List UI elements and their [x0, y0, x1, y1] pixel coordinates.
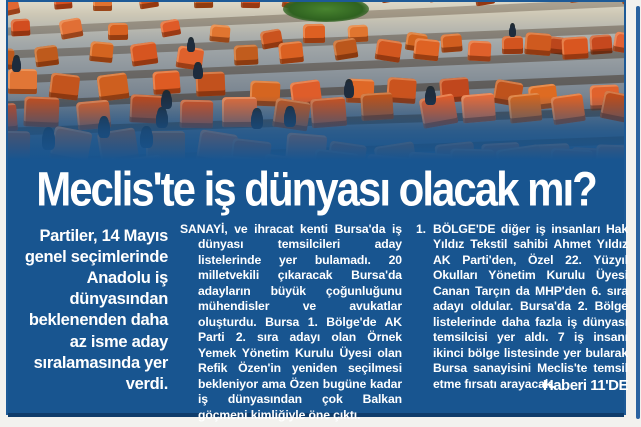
- seat-shape: [468, 40, 492, 61]
- headline-text: Meclis'te iş dünyası olacak mı?: [36, 162, 596, 216]
- seat-shape: [58, 17, 83, 40]
- parliament-photo: [8, 2, 624, 160]
- seat-shape: [194, 2, 213, 9]
- seat-shape: [234, 44, 259, 66]
- seat-shape: [8, 2, 20, 16]
- seat-shape: [8, 68, 36, 93]
- seat-shape: [34, 45, 60, 68]
- seat-shape: [241, 2, 260, 8]
- headline: [8, 160, 624, 216]
- column1-intro-word: SANAYİ,: [180, 222, 228, 236]
- newspaper-clip: [6, 0, 628, 422]
- seat-shape: [427, 2, 450, 3]
- body-column-2: [416, 222, 628, 395]
- column2-intro-word: BÖLGE'DE: [433, 222, 496, 236]
- seat-shape: [11, 19, 31, 37]
- person-figure: [12, 58, 21, 72]
- seat-shape: [159, 19, 181, 39]
- seat-shape: [278, 41, 305, 64]
- seat-shape: [374, 38, 402, 63]
- seat-shape: [303, 24, 325, 43]
- person-figure: [187, 40, 195, 52]
- column2-paragraph: [416, 222, 628, 392]
- column1-body-text: ve ihracat kenti Bursa'da iş dünyası temsilcileri aday listelerinde yer bulamadı. 20 milletvekili çıkaracak Bursa'da adayların büyük çoğunluğunu mühendisler ve avukatlar oluşturdu. Bursa 1. Bölge'de AK Parti 2. sıra adayı olan Örnek Yemek Yönetim Kurulu Üyesi olan Refik Özen'in yeniden seçilmesi bekleniyor ama Özen bugüne kadar iş dünyasından çok Balkan göçmeni kimliğiyle öne çıktı.: [198, 222, 402, 422]
- seat-shape: [333, 37, 359, 60]
- photo-blue-fade: [8, 96, 624, 160]
- column2-body-text: diğer iş insanları Hak Yıldız Tekstil sahibi Ahmet Yıldız AK Parti'den, Özel 22. Yüzyıl Okulları Yönetim Kurulu Üyesi Canan Tarçın da MHP'den 6. sıra adayı oldular. Bursa'da 2. Bölge listelerinde daha fazla iş dünyası temsilcisi yer aldı. 7 iş insanı ikinci bölge listesinde yer bularak Bursa sanayisini Meclis'te temsil etme fırsatı arayacak.: [433, 222, 628, 391]
- adjacent-page-edge: [636, 6, 640, 419]
- person-figure: [509, 26, 516, 37]
- lead-column: [16, 222, 168, 395]
- seat-shape: [380, 2, 400, 3]
- person-figure: [193, 65, 203, 79]
- seat-shape: [440, 34, 463, 54]
- seat-shape: [502, 35, 524, 54]
- seat-shape: [152, 70, 181, 95]
- column1-paragraph: [180, 222, 402, 423]
- seat-shape: [561, 36, 589, 60]
- article-panel: [8, 160, 628, 422]
- page-reference-kicker: Haberi 11'DE: [542, 377, 628, 395]
- seat-shape: [413, 38, 440, 62]
- seat-shape: [524, 32, 552, 56]
- column2-number-marker: 1.: [416, 222, 426, 236]
- seat-shape: [138, 2, 160, 10]
- seat-shape: [89, 41, 114, 63]
- article-columns: [8, 212, 628, 423]
- lead-text: Partiler, 14 Mayıs genel seçimlerinde Anadolu iş dünyasından beklenenden daha az isme aday sıralamasında yer verdi.: [24, 227, 168, 393]
- seat-shape: [53, 2, 72, 10]
- seat-shape: [209, 24, 230, 42]
- seat-shape: [93, 2, 112, 11]
- body-column-1: [180, 222, 402, 423]
- seat-shape: [129, 41, 158, 67]
- seat-shape: [108, 23, 128, 40]
